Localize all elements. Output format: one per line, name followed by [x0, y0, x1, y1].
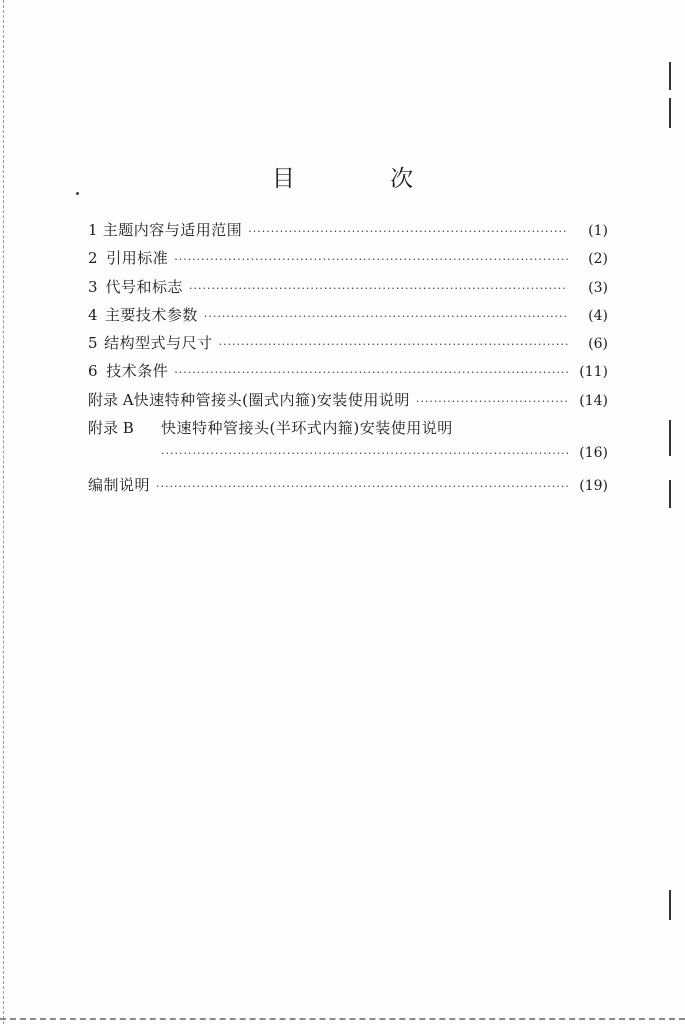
toc-leader-dots [161, 447, 568, 460]
scan-edge-mark [669, 62, 671, 90]
toc-entry[interactable] [88, 219, 608, 247]
toc-entry-title: 主要技术参数 [104, 305, 198, 324]
toc-entry-page: (14) [579, 392, 608, 409]
toc-entry-page: (6) [588, 336, 608, 353]
scan-edge-mark [669, 98, 671, 128]
toc-entry[interactable] [88, 276, 608, 304]
toc-entry-title: 快速特种管接头(圈式内箍)安装使用说明 [133, 390, 410, 409]
toc-entry[interactable] [88, 332, 608, 360]
toc-leader-dots [248, 225, 568, 238]
toc-leader-dots [156, 480, 568, 493]
toc-entry-number: 6 [88, 362, 98, 381]
toc-entry-page: (1) [588, 223, 608, 239]
toc-entry-title: 编制说明 [88, 475, 151, 494]
toc-entry-number: 附录 A [88, 390, 134, 409]
page-title: 目 次 [271, 166, 458, 192]
scan-edge-mark [669, 890, 671, 920]
toc-entry-number: 5 [88, 334, 98, 353]
toc-entry-title: 快速特种管接头(半环式内箍)安装使用说明 [161, 419, 453, 438]
toc-entry[interactable] [88, 247, 608, 275]
toc-entry[interactable] [88, 360, 608, 388]
scan-edge-left [3, 0, 4, 1024]
table-of-contents [88, 219, 608, 502]
toc-entry-page: (11) [579, 364, 608, 381]
toc-leader-dots [174, 253, 568, 266]
toc-entry-appendix-b[interactable] [88, 417, 608, 445]
toc-leader-dots [416, 395, 568, 408]
toc-entry-number: 2 [88, 249, 98, 268]
toc-entry-title: 代号和标志 [105, 277, 184, 296]
toc-entry-page: (19) [579, 477, 608, 494]
toc-leader-dots [174, 366, 568, 379]
toc-entry-appendix-a[interactable] [88, 389, 608, 417]
toc-leader-dots [189, 282, 568, 295]
toc-entry-title: 引用标准 [106, 249, 169, 268]
toc-entry-appendix-b-continuation[interactable] [88, 445, 608, 473]
toc-leader-dots [219, 338, 568, 351]
toc-entry-page: (2) [588, 251, 608, 268]
scan-edge-mark [669, 420, 671, 456]
toc-entry-compilation-notes[interactable] [88, 474, 608, 502]
toc-entry-page: (3) [588, 279, 608, 296]
toc-entry-page: (4) [588, 307, 608, 324]
toc-entry-page: (16) [579, 445, 608, 462]
scan-edge-mark [669, 480, 671, 508]
toc-entry-title: 技术条件 [106, 362, 169, 381]
toc-entry-title: 主题内容与适用范围 [102, 221, 243, 239]
scan-edge-bottom [0, 1018, 685, 1020]
toc-entry[interactable] [88, 304, 608, 332]
toc-entry-number: 附录 B [88, 419, 134, 438]
toc-entry-title: 结构型式与尺寸 [104, 334, 213, 353]
toc-entry-number: 4 [88, 305, 98, 324]
toc-entry-number: 1 [88, 221, 98, 239]
toc-leader-dots [204, 310, 568, 323]
toc-entry-number: 3 [88, 277, 98, 296]
